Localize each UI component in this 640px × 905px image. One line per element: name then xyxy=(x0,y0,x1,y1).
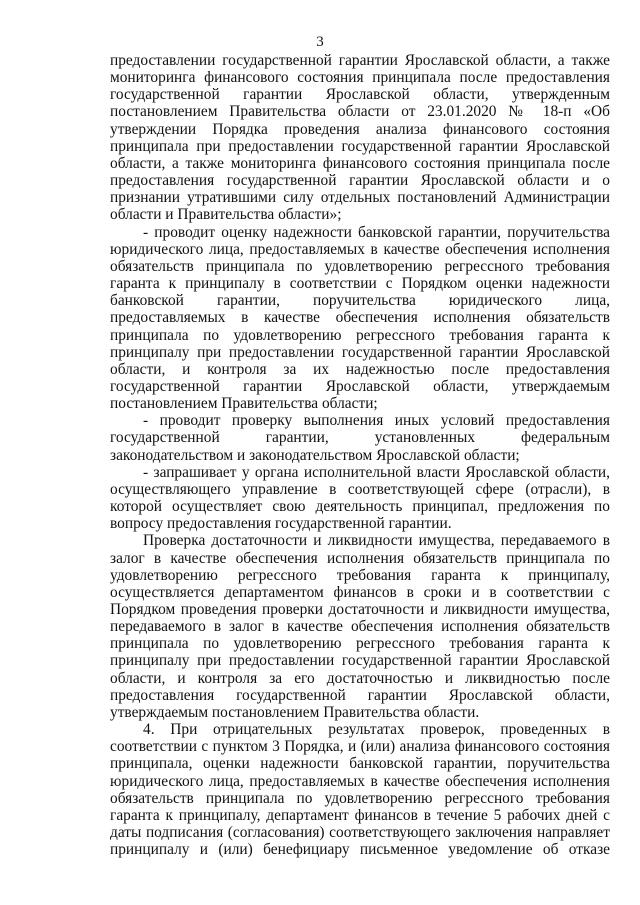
paragraph-collateral-check: Проверка достаточности и ликвидности имущества, передаваемого в залог в качестве обеспечения исполнения обязательств принципала по удовлетворению регрессного требования гаранта к принципалу, осуществляется департаментом финансов в сроки и в соответствии с Порядком проведения проверки достаточности и ликвидности имущества, передаваемого в залог в качестве обеспечения исполнения обязательств принципала по удовлетворению регрессного требования гаранта к принципалу при предоставлении государственной гарантии Ярославской области, и контроля за его достаточностью и ликвидностью после предоставления государственной гарантии Ярославской области, утверждаемым постановлением Правительства области. xyxy=(110,532,610,721)
paragraph-other-conditions: - проводит проверку выполнения иных условий предоставления государственной гарантии, установленных федеральным законодательством и законодательством Ярославской области; xyxy=(110,412,610,464)
paragraph-request-proposals: - запрашивает у органа исполнительной власти Ярославской области, осуществляющего управление в соответствующей сфере (отрасли), в которой осуществляет свою деятельность принципал, предложения по вопросу предоставления государственной гарантии. xyxy=(110,463,610,533)
paragraph-item-4: 4. При отрицательных результатах проверок, проведенных в соответствии с пунктом 3 Порядка, и (или) анализа финансового состояния принципала, оценки надежности банковской гарантии, поручительства юридического лица, предоставляемых в качестве обеспечения исполнения обязательств принципала по удовлетворению регрессного требования гаранта к принципалу, департамент финансов в течение 5 рабочих дней с даты подписания (согласования) соответствующего заключения направляет принципалу и (или) бенефициару письменное уведомление об отказе xyxy=(110,721,610,859)
paragraph-procedure-reference: предоставлении государственной гарантии Ярославской области, а также мониторинга финансового состояния принципала после предоставления государственной гарантии Ярославской области, утвержденным постановлением Правительства области от 23.01.2020 № 18-п «Об утверждении Порядка проведения анализа финансового состояния принципала при предоставлении государственной гарантии Ярославской области, а также мониторинга финансового состояния принципала после предоставления государственной гарантии Ярославской области и о признании утратившими силу отдельных постановлений Администрации области и Правительства области»; xyxy=(110,52,610,224)
paragraph-guarantee-reliability: - проводит оценку надежности банковской гарантии, поручительства юридического лица, предоставляемых в качестве обеспечения исполнения обязательств принципала по удовлетворению регрессного требования гаранта к принципалу в соответствии с Порядком оценки надежности банковской гарантии, поручительства юридического лица, предоставляемых в качестве обеспечения исполнения обязательств принципала по удовлетворению регрессного требования гаранта к принципалу при предоставлении государственной гарантии Ярославской области, и контроля за их надежностью после предоставления государственной гарантии Ярославской области, утверждаемым постановлением Правительства области; xyxy=(110,223,610,413)
document-body xyxy=(110,52,610,858)
page-number: 3 xyxy=(316,34,324,50)
